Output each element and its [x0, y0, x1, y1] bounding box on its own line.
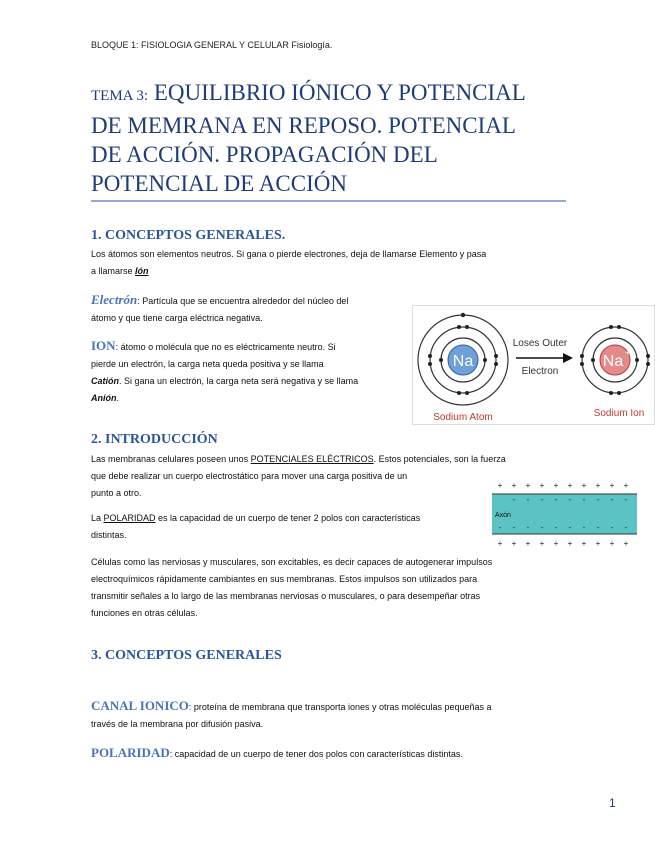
- arrow-label-top: Loses Outer: [512, 338, 568, 349]
- axon-charge-minus: -: [512, 495, 516, 504]
- term-potenciales: POTENCIALES ELÉCTRICOS: [250, 454, 374, 464]
- axon-charge-plus: +: [511, 539, 517, 548]
- s2-p1-line2: que debe realizar un cuerpo electrostático para mover una carga positiva de un: [91, 471, 408, 481]
- ion-def-line3: . Si gana un electrón, la carga neta será negativa y se llama: [119, 376, 359, 386]
- axon-charge-plus: +: [609, 481, 615, 490]
- polaridad-definition: [91, 744, 565, 763]
- s2-paragraph-1-line1: [91, 451, 565, 468]
- ion-definition: [91, 337, 404, 407]
- s2-paragraph-3: [91, 554, 565, 622]
- electron-def-line2: átomo y que tiene carga eléctrica negativa.: [91, 313, 263, 323]
- term-polaridad-underlined: POLARIDAD: [103, 513, 156, 523]
- axon-charge-minus: -: [596, 523, 600, 532]
- axon-charge-plus: +: [581, 539, 587, 548]
- term-canal-ionico: CANAL IONICO: [91, 698, 189, 713]
- s2-paragraph-2: [91, 510, 491, 544]
- s2-p3-line1: Células como las nerviosas y musculares, son excitables, es decir capaces de autogenerar impulsos: [91, 557, 493, 567]
- document-title: [91, 78, 571, 198]
- axon-charge-minus: -: [512, 523, 516, 532]
- electron-def-line1: : Partícula que se encuentra alrededor del núcleo del: [137, 296, 349, 306]
- axon-charge-minus: -: [568, 523, 572, 532]
- s2-p3-line3: transmitir señales a lo largo de las membranas nerviosas o musculares, o para desempeñar otras: [91, 591, 481, 601]
- title-prefix: TEMA 3:: [91, 88, 149, 104]
- s2-p2-post: es la capacidad de un cuerpo de tener 2 polos con características: [155, 513, 421, 523]
- axon-charge-minus: -: [540, 523, 544, 532]
- title-line-4: POTENCIAL DE ACCIÓN: [91, 171, 347, 196]
- s1-p1-line1: Los átomos son elementos neutros. Si gana o pierde electrones, deja de llamarse Elemento y pasa: [91, 249, 487, 259]
- axon-charge-plus: +: [553, 539, 559, 548]
- s2-p3-line4: funciones en otras células.: [91, 608, 198, 618]
- term-ion: Ión: [135, 266, 149, 276]
- ion-def-line2: pierde un electrón, la carga neta queda positiva y se llama: [91, 359, 324, 369]
- s1-p1-line2: a llamarse: [91, 266, 136, 276]
- title-line-1: EQUILIBRIO IÓNICO Y POTENCIAL: [153, 80, 526, 105]
- s2-paragraph-1-rest: [91, 468, 486, 502]
- s2-p1-post: . Estos potenciales, son la fuerza: [373, 454, 506, 464]
- axon-charge-plus: +: [567, 481, 573, 490]
- term-ion-def: ION: [91, 338, 116, 353]
- label-sodium-ion: Sodium Ion: [593, 408, 645, 419]
- axon-charge-plus: +: [623, 481, 629, 490]
- axon-charge-plus: +: [595, 481, 601, 490]
- section-3-heading: 3. CONCEPTOS GENERALES: [91, 648, 282, 663]
- axon-charge-plus: +: [539, 481, 545, 490]
- axon-top-charges: [498, 481, 629, 490]
- ion-def-line1: : átomo o molécula que no es eléctricamente neutro. Si: [115, 342, 336, 352]
- term-anion: Anión: [91, 393, 117, 403]
- ion-charge: +: [625, 348, 631, 359]
- axon-diagram: [492, 478, 637, 550]
- polaridad-def-text: : capacidad de un cuerpo de tener dos polos con características distintas.: [169, 749, 463, 759]
- page-header: BLOQUE 1: FISIOLOGIA GENERAL Y CELULAR Fisiología.: [91, 40, 333, 50]
- axon-charge-plus: +: [553, 481, 559, 490]
- sodium-ion-figure: [412, 305, 655, 425]
- axon-charge-minus: -: [498, 523, 502, 532]
- s2-p2-pre: La: [91, 513, 104, 523]
- title-line-2: DE MEMRANA EN REPOSO. POTENCIAL: [91, 113, 516, 138]
- term-electron: Electrón: [91, 292, 138, 307]
- sodium-diagram: [413, 306, 654, 424]
- axon-charge-minus: -: [624, 495, 628, 504]
- term-cation: Catión: [91, 376, 119, 386]
- axon-charge-minus: -: [624, 523, 628, 532]
- ion-symbol: Na: [602, 353, 624, 370]
- axon-charge-minus: -: [610, 495, 614, 504]
- canal-ionico-definition: [91, 697, 565, 733]
- s2-p1-line3: punto a otro.: [91, 488, 142, 498]
- axon-charge-plus: +: [497, 481, 503, 490]
- axon-figure: [492, 478, 637, 550]
- label-sodium-atom: Sodium Atom: [433, 412, 493, 423]
- section-2-heading: 2. INTRODUCCIÓN: [91, 432, 218, 447]
- axon-charge-minus: -: [610, 523, 614, 532]
- atom-symbol: Na: [452, 353, 474, 370]
- axon-charge-plus: +: [609, 539, 615, 548]
- arrow-head: [563, 353, 573, 363]
- arrow-label-bottom: Electron: [521, 366, 559, 377]
- canal-def-line2: través de la membrana por difusión pasiva.: [91, 719, 264, 729]
- axon-charge-minus: -: [540, 495, 544, 504]
- axon-charge-plus: +: [511, 481, 517, 490]
- axon-charge-plus: +: [595, 539, 601, 548]
- axon-charge-minus: -: [596, 495, 600, 504]
- title-line-3: DE ACCIÓN. PROPAGACIÓN DEL: [91, 142, 438, 167]
- axon-charge-plus: +: [567, 539, 573, 548]
- s2-p3-line2: electroquímicos rápidamente cambiantes en sus membranas. Estos impulsos son utilizados para: [91, 574, 478, 584]
- axon-charge-minus: -: [568, 495, 572, 504]
- axon-charge-plus: +: [525, 539, 531, 548]
- section-1-heading: 1. CONCEPTOS GENERALES.: [91, 228, 286, 243]
- axon-charge-plus: +: [539, 539, 545, 548]
- page-number: 1: [609, 796, 616, 810]
- axon-charge-minus: -: [526, 523, 530, 532]
- canal-def-line1: : proteína de membrana que transporta iones y otras moléculas pequeñas a: [188, 702, 492, 712]
- electron-definition: [91, 291, 404, 327]
- s2-p2-line2: distintas.: [91, 530, 127, 540]
- axon-charge-minus: -: [526, 495, 530, 504]
- axon-bottom-charges: [498, 539, 629, 548]
- ion-def-line4: .: [116, 393, 120, 403]
- axon-label: Axón: [495, 512, 511, 519]
- axon-charge-plus: +: [525, 481, 531, 490]
- axon-charge-minus: -: [554, 495, 558, 504]
- axon-charge-minus: -: [554, 523, 558, 532]
- axon-charge-plus: +: [497, 539, 503, 548]
- title-divider: [91, 200, 566, 202]
- axon-charge-plus: +: [623, 539, 629, 548]
- s2-p1-pre: Las membranas celulares poseen unos: [91, 454, 251, 464]
- axon-charge-minus: -: [582, 523, 586, 532]
- s1-paragraph: [91, 246, 565, 280]
- term-polaridad: POLARIDAD: [91, 745, 170, 760]
- axon-charge-minus: -: [582, 495, 586, 504]
- axon-charge-plus: +: [581, 481, 587, 490]
